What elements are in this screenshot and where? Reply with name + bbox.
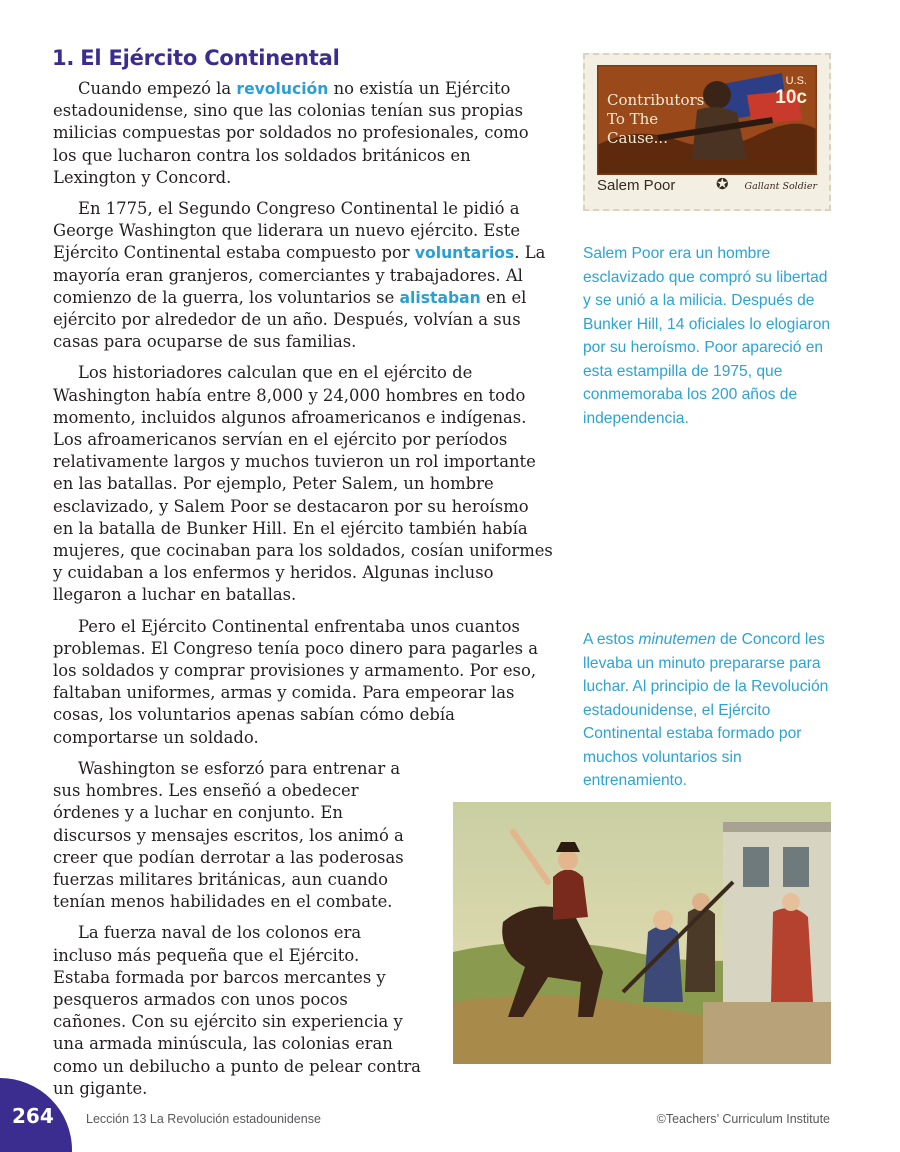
- copyright-footer: ©Teachers’ Curriculum Institute: [656, 1112, 830, 1126]
- caption-text: de Concord les llevaba un minuto prepararse para luchar. Al principio de la Revolución estadounidense, el Ejército Continental estaba formado por muchos voluntarios sin entrenamiento.: [583, 631, 829, 789]
- section-title: [52, 46, 340, 70]
- vocabulary-term: revolución: [236, 80, 329, 98]
- body-paragraph: [53, 758, 421, 913]
- paragraph-text: . La mayoría eran granjeros, comerciantes y trabajadores. Al comienzo de la guerra, los voluntarios se: [53, 243, 546, 307]
- stamp-slogan-line: To The: [607, 110, 659, 128]
- paragraph-text: La fuerza naval de los colonos era incluso más pequeña que el Ejército. Estaba formada por barcos mercantes y pesqueros armados con unos pocos cañones. Con su ejército sin experiencia y una armada minúscula, las colonias eran como un debilucho a punto de pelear contra un gigante.: [53, 923, 421, 1098]
- paragraph-text: Cuando empezó la: [78, 79, 237, 98]
- star-icon: ✪: [716, 175, 729, 193]
- stamp-caption: Salem Poor era un hombre esclavizado que compró su libertad y se unió a la milicia. Después de Bunker Hill, 14 oficiales lo elogiaron por su heroísmo. Poor apareció en esta estampilla de 1975, que conmemoraba los 200 años de independencia.: [583, 245, 831, 427]
- stamp-artwork: [597, 65, 817, 175]
- caption-italic-term: minutemen: [638, 631, 716, 648]
- minutemen-painting: [453, 802, 831, 1064]
- section-heading: El Ejército Continental: [80, 46, 340, 70]
- vocabulary-term: alistaban: [399, 288, 481, 307]
- body-paragraph: [53, 616, 553, 749]
- body-paragraph: [53, 198, 553, 353]
- stamp-country: U.S.: [785, 75, 807, 87]
- stamp-motto: Gallant Soldier: [744, 181, 817, 192]
- salem-poor-stamp: [583, 53, 831, 211]
- stamp-slogan: [607, 91, 704, 148]
- stamp-denomination: [775, 75, 807, 109]
- body-paragraph: [53, 922, 421, 1100]
- vocabulary-term: voluntarios: [414, 244, 515, 263]
- caption-text: A estos: [583, 631, 639, 648]
- page-number: 264: [12, 1104, 54, 1128]
- body-paragraph: [53, 362, 553, 606]
- body-paragraph: [53, 78, 553, 189]
- section-number: 1.: [52, 46, 75, 70]
- paragraph-text: En 1775, el Segundo Congreso Continental le pidió a George Washington que liderara un nuevo ejército. Este Ejército Continental estaba compuesto por: [53, 199, 521, 263]
- stamp-name: Salem Poor: [597, 177, 676, 194]
- paragraph-text: Pero el Ejército Continental enfrentaba unos cuantos problemas. El Congreso tenía poco dinero para pagarles a los soldados y comprar provisiones y armamento. Por eso, faltaban uniformes, armas y comida. Para empeorar las cosas, los voluntarios apenas sabían cómo debía comportarse un soldado.: [53, 616, 539, 747]
- paragraph-text: no existía un Ejército estadounidense, sino que las colonias tenían sus propias milicias compuestas por soldados no profesionales, como los que lucharon contra los soldados británicos en Lexington y Concord.: [53, 79, 529, 187]
- paragraph-text: Los historiadores calculan que en el ejército de Washington había entre 8,000 y 24,000 hombres en todo momento, incluidos algunos afroamericanos e indígenas. Los afroamericanos servían en el ejército por períodos relativamente largos y muchos tuvieron un rol importante en las batallas. Por ejemplo, Peter Salem, un hombre esclavizado, y Salem Poor se destacaron por su heroísmo en la batalla de Bunker Hill. En el ejército también había mujeres, que cocinaban para los soldados, cosían uniformes y cuidaban a los enfermos y heridos. Algunas incluso llegaron a luchar en batallas.: [53, 363, 553, 605]
- stamp-value: 10c: [775, 87, 807, 108]
- paragraph-text: en el ejército por alrededor de un año. Después, volvían a sus casas para ocuparse de sus familias.: [53, 287, 527, 352]
- stamp-slogan-line: Contributors: [607, 91, 705, 109]
- minutemen-illustration: [453, 802, 831, 1064]
- paragraph-text: Washington se esforzó para entrenar a sus hombres. Les enseñó a obedecer órdenes y a luchar en conjunto. En discursos y mensajes escritos, los animó a creer que podían derrotar a las poderosas fuerzas militares británicas, aun cuando tenían menos habilidades en el combate.: [53, 758, 404, 912]
- lesson-footer: Lección 13 La Revolución estadounidense: [86, 1112, 321, 1126]
- stamp-slogan-line: Cause...: [607, 129, 668, 147]
- minutemen-caption: [583, 628, 833, 793]
